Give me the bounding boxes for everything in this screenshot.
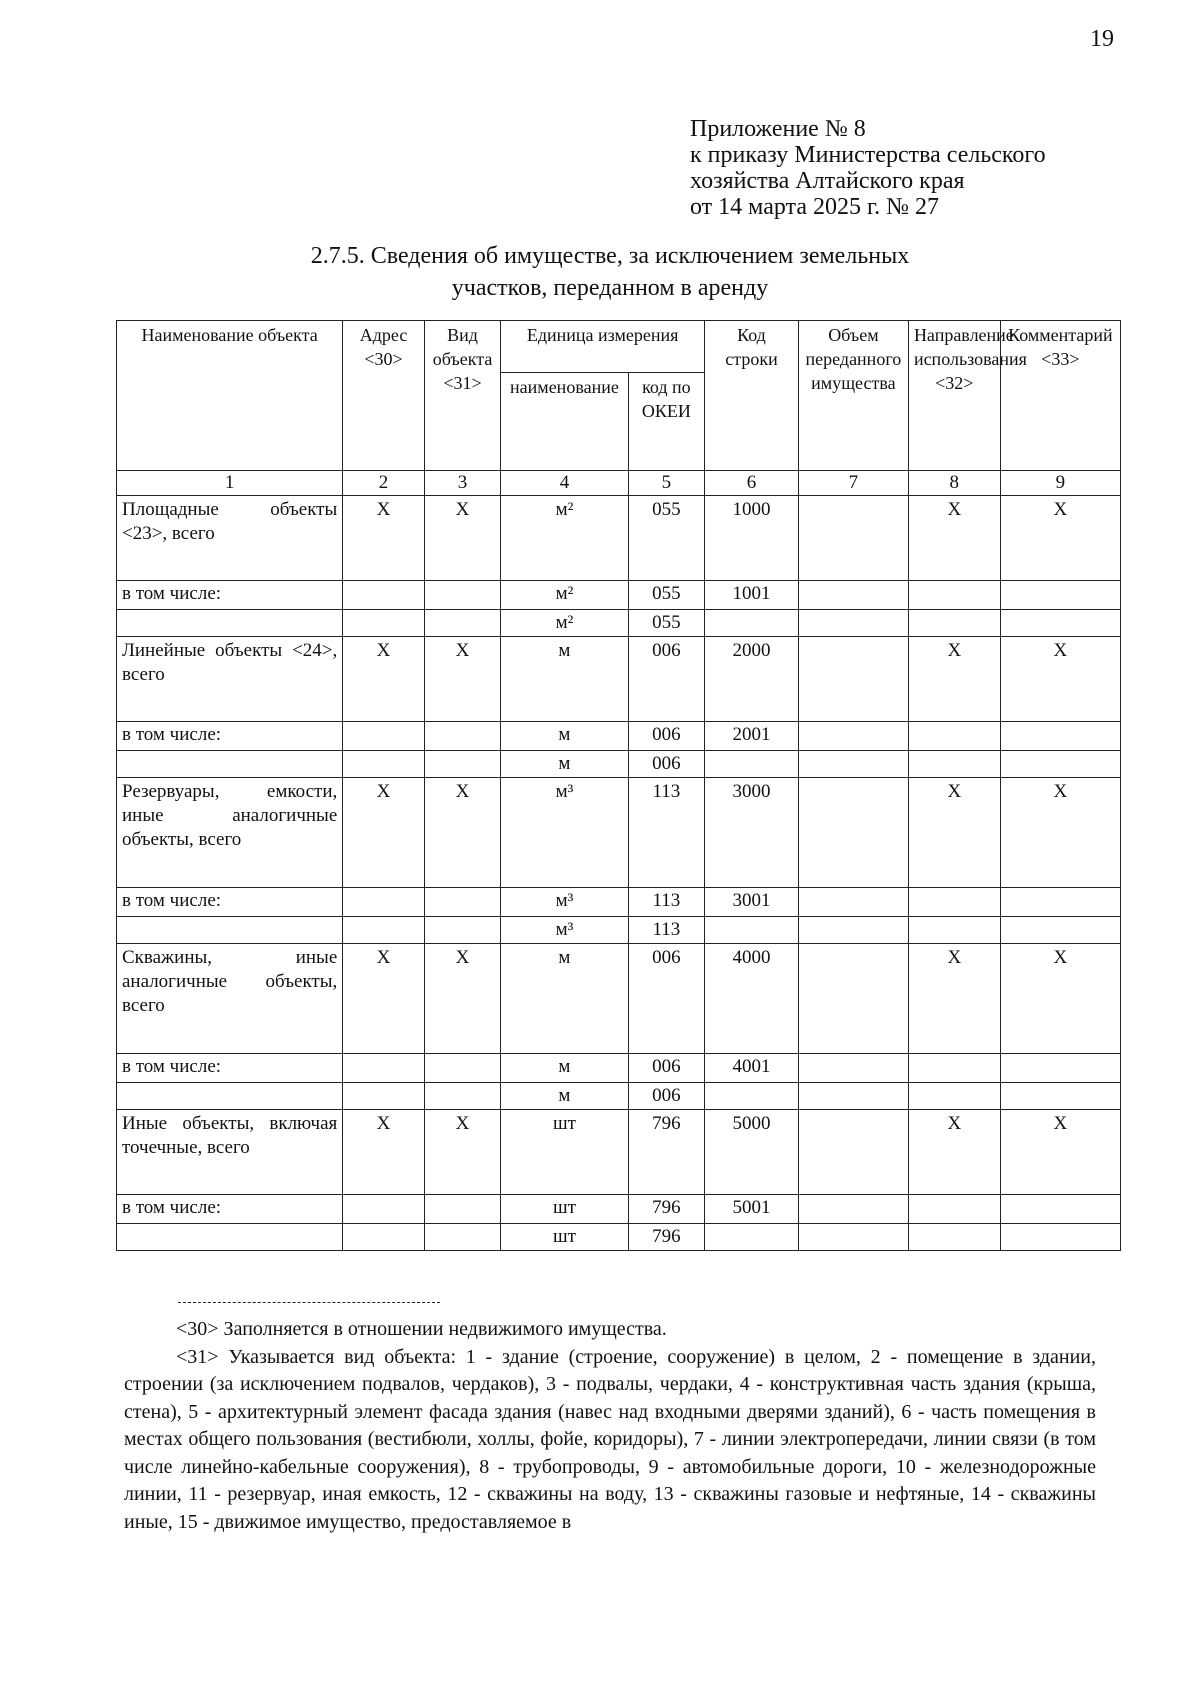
header-unit: Единица измерения bbox=[501, 321, 705, 373]
table-row bbox=[117, 610, 1121, 637]
cell-address: X bbox=[343, 1110, 425, 1195]
cell-volume bbox=[798, 1110, 908, 1195]
cell-unit: м bbox=[501, 1083, 628, 1110]
cell-name: в том числе: bbox=[117, 1054, 343, 1083]
cell-address: X bbox=[343, 944, 425, 1054]
cell-kind: X bbox=[424, 944, 500, 1054]
cell-direction: X bbox=[908, 496, 1000, 581]
cell-kind bbox=[424, 917, 500, 944]
column-number: 4 bbox=[501, 471, 628, 496]
cell-kind bbox=[424, 1224, 500, 1251]
cell-unit: м³ bbox=[501, 778, 628, 888]
cell-address: X bbox=[343, 637, 425, 722]
cell-volume bbox=[798, 917, 908, 944]
cell-unit: м bbox=[501, 944, 628, 1054]
cell-code: 2000 bbox=[705, 637, 799, 722]
cell-name: Резервуары, емкости, иные аналогичные объекты, всего bbox=[117, 778, 343, 888]
cell-okei: 055 bbox=[628, 496, 704, 581]
cell-direction bbox=[908, 610, 1000, 637]
cell-direction bbox=[908, 1224, 1000, 1251]
cell-code bbox=[705, 610, 799, 637]
cell-comment bbox=[1000, 1195, 1120, 1224]
cell-name bbox=[117, 610, 343, 637]
cell-comment bbox=[1000, 1224, 1120, 1251]
cell-unit: м³ bbox=[501, 888, 628, 917]
cell-okei: 796 bbox=[628, 1195, 704, 1224]
cell-code: 4000 bbox=[705, 944, 799, 1054]
header-name: Наименование объекта bbox=[117, 321, 343, 471]
column-number: 6 bbox=[705, 471, 799, 496]
cell-unit: м³ bbox=[501, 917, 628, 944]
footnote-31: <31> Указывается вид объекта: 1 - здание (строение, сооружение) в целом, 2 - помещение в здании, строении (за исключением подвалов, чердаков), 3 - подвалы, чердаки, 4 - конструктивная часть здания (крыша, стена), 5 - архитектурный элемент фасада здания (навес над входными дверями зданий), 6 - часть помещения в местах общего пользования (вестибюли, холлы, фойе, коридоры), 7 - линии электропередачи, линии связи (в том числе линейно-кабельные сооружения), 8 - трубопроводы, 9 - автомобильные дороги, 10 - железнодорожные линии, 11 - резервуар, иная емкость, 12 - скважины на воду, 13 - скважины газовые и нефтяные, 14 - скважины иные, 15 - движимое имущество, предоставляемое в bbox=[124, 1345, 1096, 1533]
cell-comment: X bbox=[1000, 1110, 1120, 1195]
cell-volume bbox=[798, 1083, 908, 1110]
header-unit-name: наименование bbox=[501, 373, 628, 471]
footnote-30: <30> Заполняется в отношении недвижимого имущества. bbox=[176, 1318, 667, 1340]
cell-direction bbox=[908, 1083, 1000, 1110]
cell-address: X bbox=[343, 778, 425, 888]
column-number: 1 bbox=[117, 471, 343, 496]
cell-address bbox=[343, 1195, 425, 1224]
cell-volume bbox=[798, 778, 908, 888]
cell-comment bbox=[1000, 1054, 1120, 1083]
cell-kind bbox=[424, 751, 500, 778]
title-line-2: участков, переданном в аренду bbox=[451, 275, 769, 301]
column-number: 3 bbox=[424, 471, 500, 496]
cell-okei: 006 bbox=[628, 1054, 704, 1083]
cell-direction bbox=[908, 1195, 1000, 1224]
cell-address bbox=[343, 917, 425, 944]
cell-comment bbox=[1000, 888, 1120, 917]
appendix-line-3: хозяйства Алтайского края bbox=[690, 168, 965, 194]
column-number: 8 bbox=[908, 471, 1000, 496]
table-row bbox=[117, 917, 1121, 944]
cell-unit: м² bbox=[501, 581, 628, 610]
cell-direction bbox=[908, 917, 1000, 944]
header-unit-code: код по ОКЕИ bbox=[628, 373, 704, 471]
property-table bbox=[116, 320, 1121, 1251]
cell-okei: 055 bbox=[628, 581, 704, 610]
column-numbers-row bbox=[117, 471, 1121, 496]
table-row bbox=[117, 751, 1121, 778]
header-line-code: Код строки bbox=[705, 321, 799, 471]
cell-okei: 006 bbox=[628, 1083, 704, 1110]
column-number: 7 bbox=[798, 471, 908, 496]
cell-kind bbox=[424, 610, 500, 637]
cell-volume bbox=[798, 944, 908, 1054]
cell-address bbox=[343, 888, 425, 917]
cell-name: Иные объекты, включая точечные, всего bbox=[117, 1110, 343, 1195]
cell-direction: X bbox=[908, 637, 1000, 722]
cell-kind bbox=[424, 1083, 500, 1110]
cell-name bbox=[117, 1083, 343, 1110]
cell-name: Скважины, иные аналогичные объекты, всего bbox=[117, 944, 343, 1054]
cell-unit: шт bbox=[501, 1224, 628, 1251]
cell-volume bbox=[798, 751, 908, 778]
page-number: 19 bbox=[1090, 26, 1114, 52]
table-body bbox=[117, 496, 1121, 1251]
cell-code bbox=[705, 751, 799, 778]
column-number: 9 bbox=[1000, 471, 1120, 496]
table-row bbox=[117, 1054, 1121, 1083]
cell-name bbox=[117, 917, 343, 944]
table-row bbox=[117, 944, 1121, 1054]
cell-kind: X bbox=[424, 1110, 500, 1195]
cell-okei: 113 bbox=[628, 888, 704, 917]
cell-okei: 006 bbox=[628, 637, 704, 722]
cell-code: 2001 bbox=[705, 722, 799, 751]
cell-volume bbox=[798, 722, 908, 751]
cell-unit: м bbox=[501, 751, 628, 778]
cell-name: Площадные объекты <23>, всего bbox=[117, 496, 343, 581]
cell-name: Линейные объекты <24>, всего bbox=[117, 637, 343, 722]
appendix-line-4: от 14 марта 2025 г. № 27 bbox=[690, 194, 939, 220]
cell-code: 3001 bbox=[705, 888, 799, 917]
cell-direction bbox=[908, 581, 1000, 610]
cell-direction bbox=[908, 1054, 1000, 1083]
cell-kind bbox=[424, 581, 500, 610]
table-row bbox=[117, 888, 1121, 917]
cell-direction: X bbox=[908, 944, 1000, 1054]
document-title bbox=[170, 240, 1050, 304]
table-row bbox=[117, 637, 1121, 722]
appendix-line-2: к приказу Министерства сельского bbox=[690, 142, 1046, 168]
cell-comment: X bbox=[1000, 944, 1120, 1054]
cell-kind bbox=[424, 888, 500, 917]
cell-code: 5001 bbox=[705, 1195, 799, 1224]
table-row bbox=[117, 1110, 1121, 1195]
header-direction: Направление использования <32> bbox=[908, 321, 1000, 471]
cell-comment bbox=[1000, 722, 1120, 751]
header-address: Адрес <30> bbox=[343, 321, 425, 471]
cell-comment bbox=[1000, 1083, 1120, 1110]
cell-comment: X bbox=[1000, 778, 1120, 888]
cell-address bbox=[343, 751, 425, 778]
cell-address bbox=[343, 581, 425, 610]
cell-kind bbox=[424, 722, 500, 751]
cell-volume bbox=[798, 1054, 908, 1083]
table-row bbox=[117, 496, 1121, 581]
cell-unit: м² bbox=[501, 610, 628, 637]
cell-name bbox=[117, 1224, 343, 1251]
table-row bbox=[117, 581, 1121, 610]
cell-kind: X bbox=[424, 496, 500, 581]
cell-okei: 006 bbox=[628, 944, 704, 1054]
cell-address bbox=[343, 1083, 425, 1110]
cell-direction bbox=[908, 888, 1000, 917]
cell-code: 4001 bbox=[705, 1054, 799, 1083]
cell-volume bbox=[798, 1224, 908, 1251]
cell-okei: 796 bbox=[628, 1224, 704, 1251]
cell-address: X bbox=[343, 496, 425, 581]
cell-name: в том числе: bbox=[117, 888, 343, 917]
cell-address bbox=[343, 610, 425, 637]
cell-direction bbox=[908, 751, 1000, 778]
cell-direction: X bbox=[908, 778, 1000, 888]
cell-code bbox=[705, 1083, 799, 1110]
appendix-header bbox=[690, 116, 1110, 220]
cell-volume bbox=[798, 1195, 908, 1224]
cell-direction bbox=[908, 722, 1000, 751]
cell-unit: м² bbox=[501, 496, 628, 581]
footnotes bbox=[124, 1316, 1096, 1536]
footnote-separator bbox=[178, 1302, 440, 1303]
table-row bbox=[117, 1195, 1121, 1224]
cell-comment: X bbox=[1000, 496, 1120, 581]
cell-code: 1000 bbox=[705, 496, 799, 581]
cell-name bbox=[117, 751, 343, 778]
table-row bbox=[117, 1224, 1121, 1251]
cell-unit: м bbox=[501, 722, 628, 751]
table-row bbox=[117, 1083, 1121, 1110]
cell-comment bbox=[1000, 581, 1120, 610]
cell-volume bbox=[798, 581, 908, 610]
column-number: 2 bbox=[343, 471, 425, 496]
cell-unit: м bbox=[501, 637, 628, 722]
cell-okei: 055 bbox=[628, 610, 704, 637]
cell-code: 3000 bbox=[705, 778, 799, 888]
header-volume: Объем переданного имущества bbox=[798, 321, 908, 471]
cell-kind bbox=[424, 1195, 500, 1224]
table-row bbox=[117, 778, 1121, 888]
header-kind: Вид объекта <31> bbox=[424, 321, 500, 471]
cell-code: 1001 bbox=[705, 581, 799, 610]
cell-address bbox=[343, 1054, 425, 1083]
cell-kind bbox=[424, 1054, 500, 1083]
cell-code bbox=[705, 917, 799, 944]
cell-okei: 113 bbox=[628, 917, 704, 944]
column-number: 5 bbox=[628, 471, 704, 496]
appendix-line-1: Приложение № 8 bbox=[690, 116, 866, 142]
cell-okei: 113 bbox=[628, 778, 704, 888]
cell-address bbox=[343, 722, 425, 751]
cell-kind: X bbox=[424, 778, 500, 888]
cell-unit: шт bbox=[501, 1110, 628, 1195]
header-comment: Комментарий <33> bbox=[1000, 321, 1120, 471]
cell-name: в том числе: bbox=[117, 1195, 343, 1224]
cell-volume bbox=[798, 637, 908, 722]
cell-unit: шт bbox=[501, 1195, 628, 1224]
cell-comment: X bbox=[1000, 637, 1120, 722]
cell-comment bbox=[1000, 751, 1120, 778]
title-line-1: 2.7.5. Сведения об имуществе, за исключением земельных bbox=[310, 243, 910, 269]
cell-okei: 796 bbox=[628, 1110, 704, 1195]
cell-okei: 006 bbox=[628, 751, 704, 778]
cell-name: в том числе: bbox=[117, 581, 343, 610]
cell-code: 5000 bbox=[705, 1110, 799, 1195]
cell-volume bbox=[798, 496, 908, 581]
cell-comment bbox=[1000, 917, 1120, 944]
cell-kind: X bbox=[424, 637, 500, 722]
cell-name: в том числе: bbox=[117, 722, 343, 751]
cell-comment bbox=[1000, 610, 1120, 637]
cell-volume bbox=[798, 610, 908, 637]
cell-direction: X bbox=[908, 1110, 1000, 1195]
table-row bbox=[117, 722, 1121, 751]
cell-volume bbox=[798, 888, 908, 917]
cell-okei: 006 bbox=[628, 722, 704, 751]
cell-address bbox=[343, 1224, 425, 1251]
cell-unit: м bbox=[501, 1054, 628, 1083]
cell-code bbox=[705, 1224, 799, 1251]
